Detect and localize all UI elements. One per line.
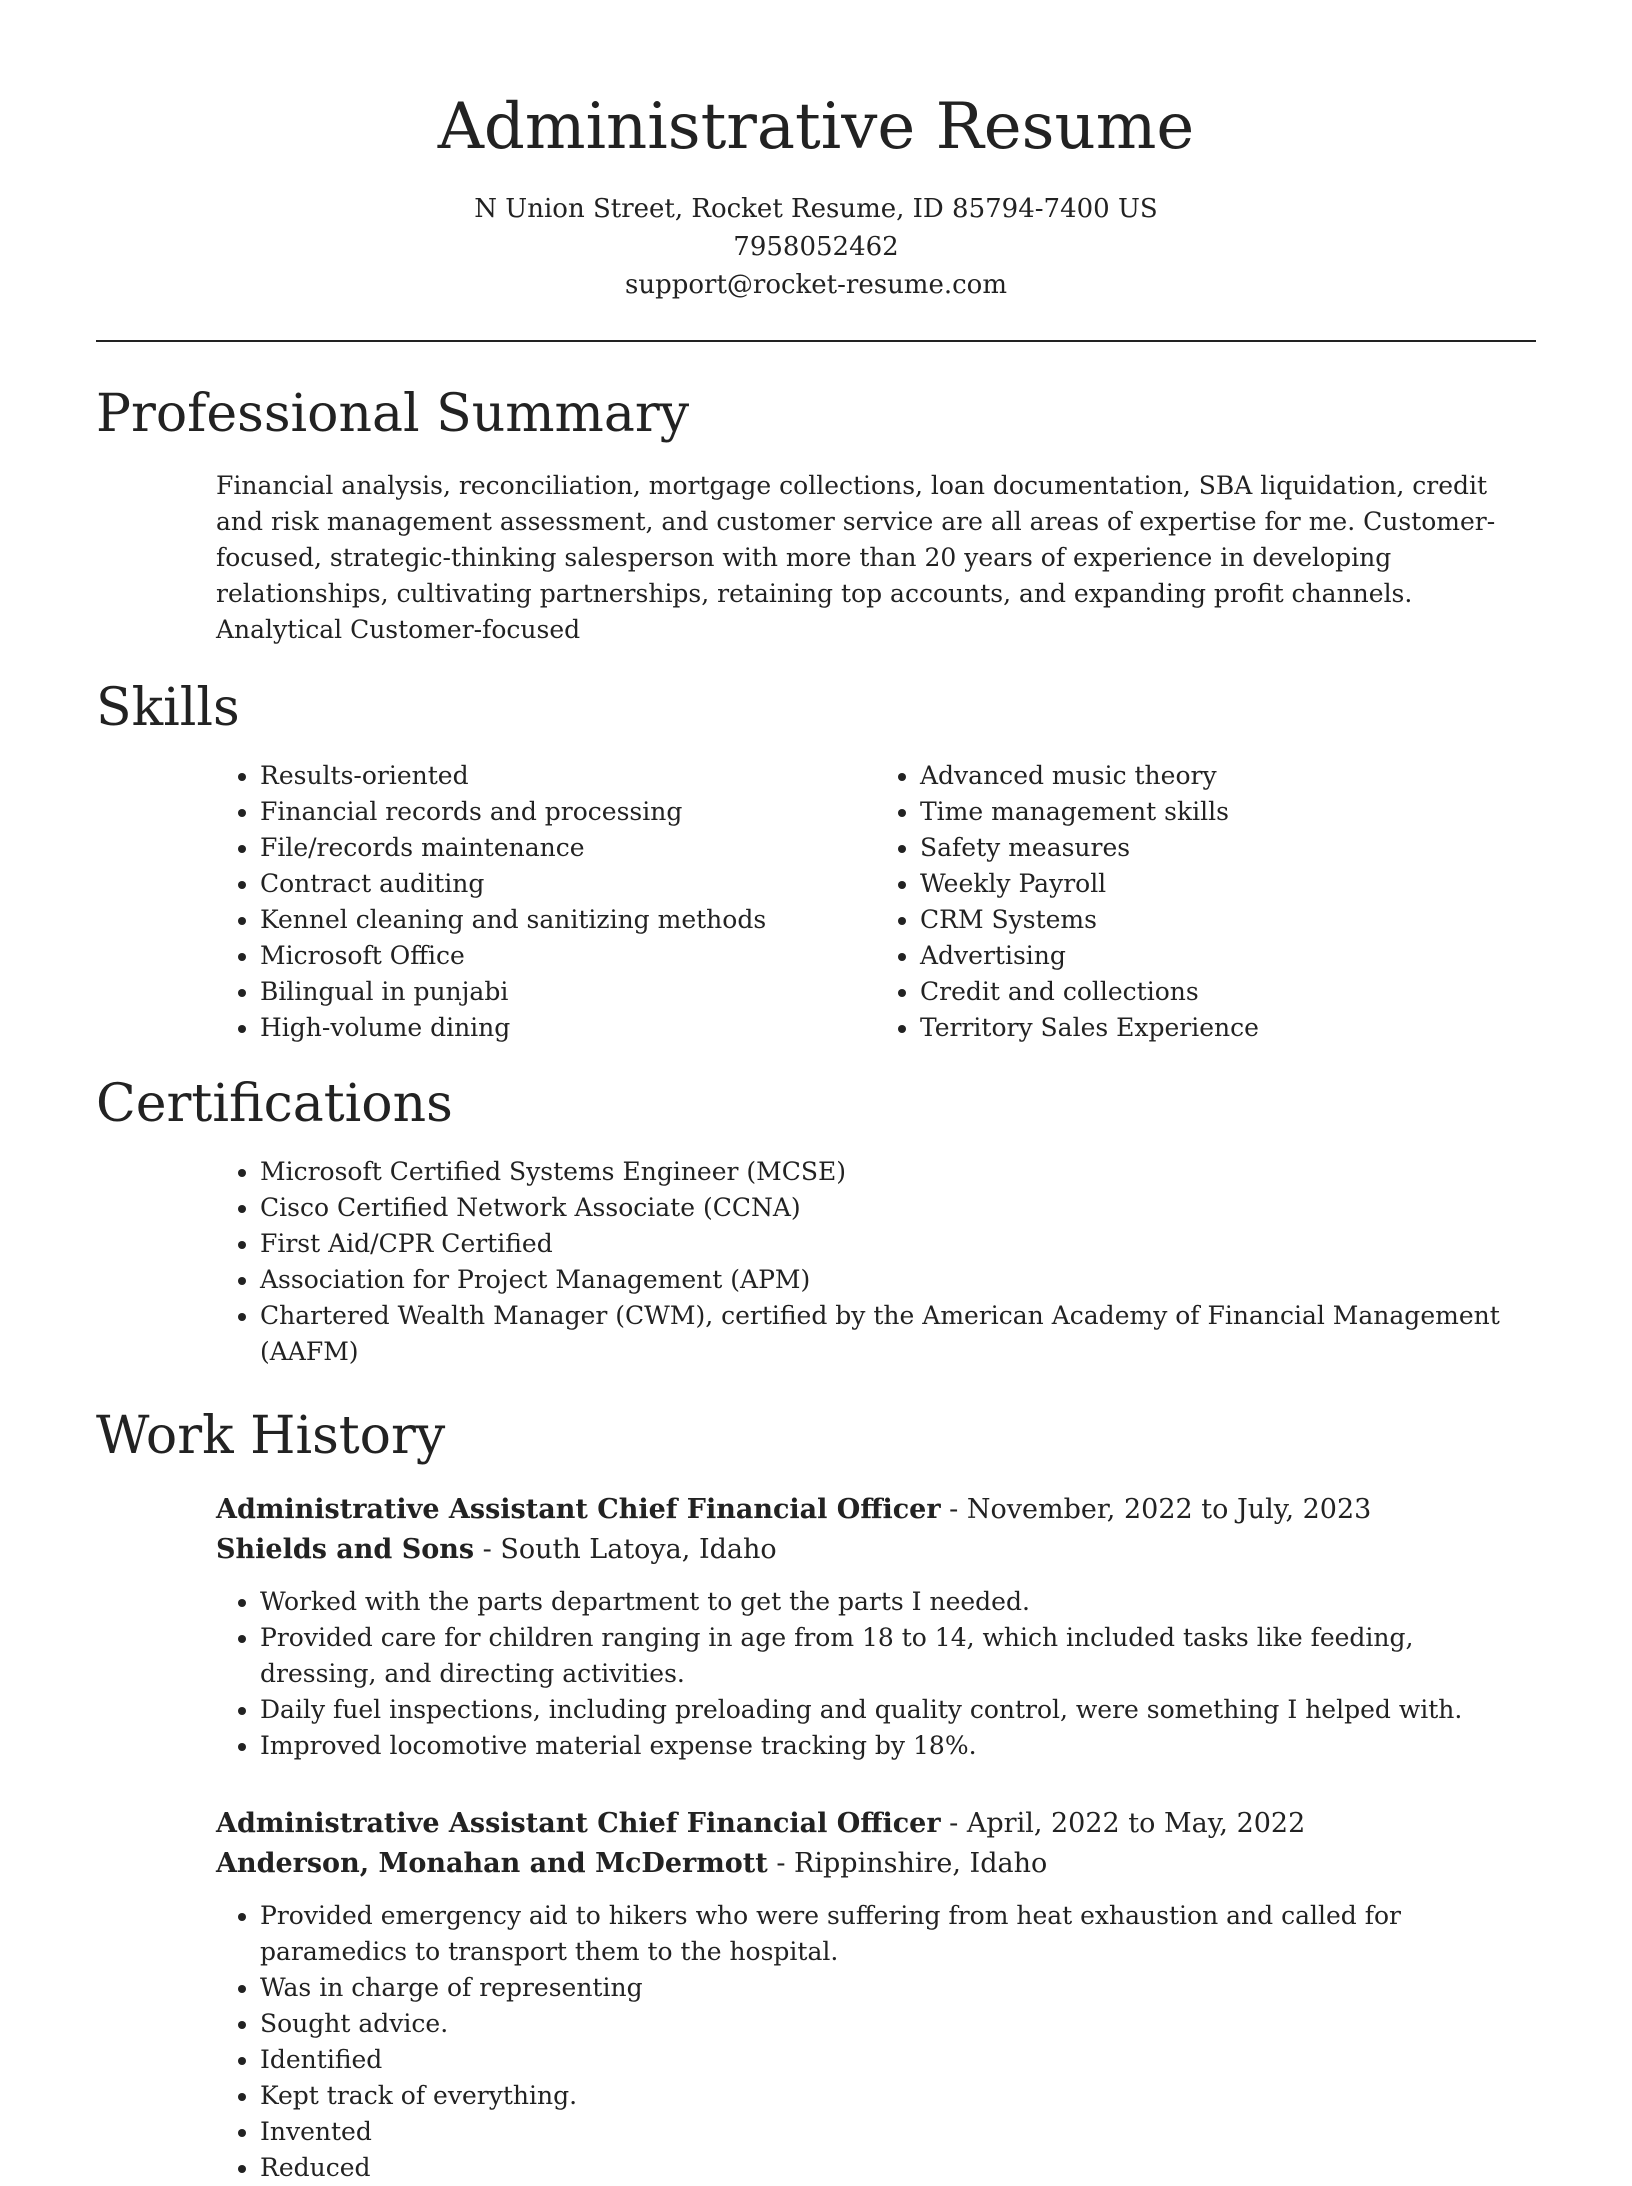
job-company-line xyxy=(216,1844,1536,1884)
skill-item: • CRM Systems xyxy=(920,902,1536,938)
job-company-line xyxy=(216,1530,1536,1570)
job-title-line xyxy=(216,1804,1536,1844)
work-history-heading: Work History xyxy=(96,1406,446,1466)
job-dates: - November, 2022 to July, 2023 xyxy=(940,1494,1372,1525)
skill-item: • Territory Sales Experience xyxy=(920,1010,1536,1046)
certifications-section xyxy=(96,1072,1536,1370)
skill-item: • Kennel cleaning and sanitizing methods xyxy=(260,902,876,938)
certification-item: • Cisco Certified Network Associate (CCNA) xyxy=(260,1190,1536,1226)
certifications-body xyxy=(216,1154,1536,1370)
job-bullet: • Was in charge of representing xyxy=(260,1970,1536,2006)
job-title-line xyxy=(216,1490,1536,1530)
job-bullet: • Daily fuel inspections, including preloading and quality control, were something I helped with. xyxy=(260,1692,1536,1728)
skills-section xyxy=(96,676,1536,1046)
job-bullets xyxy=(216,1898,1536,2186)
skill-item: • File/records maintenance xyxy=(260,830,876,866)
job-role: Administrative Assistant Chief Financial Officer xyxy=(216,1494,941,1525)
skill-item: • Safety measures xyxy=(920,830,1536,866)
job-company: Anderson, Monahan and McDermott xyxy=(216,1848,768,1879)
skills-heading: Skills xyxy=(96,678,240,738)
job-bullet: • Invented xyxy=(260,2114,1536,2150)
skills-columns xyxy=(216,758,1536,1046)
job-bullet: • Worked with the parts department to get the parts I needed. xyxy=(260,1584,1536,1620)
job-bullet: • Reduced xyxy=(260,2150,1536,2186)
job-dates: - April, 2022 to May, 2022 xyxy=(940,1808,1306,1839)
job-location: - South Latoya, Idaho xyxy=(474,1534,777,1565)
skill-item: • Time management skills xyxy=(920,794,1536,830)
skill-item: • Advertising xyxy=(920,938,1536,974)
skill-item: • Weekly Payroll xyxy=(920,866,1536,902)
work-history-section xyxy=(96,1404,1536,2186)
job-bullets xyxy=(216,1584,1536,1764)
certification-item: • Microsoft Certified Systems Engineer (MCSE) xyxy=(260,1154,1536,1190)
skill-item: • Credit and collections xyxy=(920,974,1536,1010)
job-bullet: • Improved locomotive material expense tracking by 18%. xyxy=(260,1728,1536,1764)
header-divider xyxy=(96,340,1536,342)
skill-item: • Bilingual in punjabi xyxy=(260,974,876,1010)
job-bullet: • Kept track of everything. xyxy=(260,2078,1536,2114)
job-bullet: • Provided emergency aid to hikers who were suffering from heat exhaustion and called for paramedics to transport them to the hospital. xyxy=(260,1898,1536,1970)
job-bullet: • Provided care for children ranging in age from 18 to 14, which included tasks like feeding, dressing, and directing activities. xyxy=(260,1620,1536,1692)
summary-section xyxy=(96,382,1536,648)
job-bullet: • Sought advice. xyxy=(260,2006,1536,2042)
resume-header xyxy=(96,0,1536,304)
contact-block xyxy=(96,190,1536,304)
certification-item: • First Aid/CPR Certified xyxy=(260,1226,1536,1262)
skill-item: • Advanced music theory xyxy=(920,758,1536,794)
skill-item: • Contract auditing xyxy=(260,866,876,902)
skills-list-right xyxy=(876,758,1536,1046)
skill-item: • Results-oriented xyxy=(260,758,876,794)
contact-phone: 7958052462 xyxy=(733,232,899,262)
skill-item: • Microsoft Office xyxy=(260,938,876,974)
certification-item: • Association for Project Management (APM) xyxy=(260,1262,1536,1298)
summary-text: Financial analysis, reconciliation, mortgage collections, loan documentation, SBA liquidation, credit and risk management assessment, and customer service are all areas of expertise for me. Customer-focused, strategic-thinking salesperson with more than 20 years of experience in developing relationships, cultivating partnerships, retaining top accounts, and expanding profit channels. Analytical Customer-focused xyxy=(216,471,1496,644)
job-entry xyxy=(216,1490,1536,1764)
summary-heading: Professional Summary xyxy=(96,384,690,444)
job-location: - Rippinshire, Idaho xyxy=(767,1848,1048,1879)
certification-item: • Chartered Wealth Manager (CWM), certified by the American Academy of Financial Management (AAFM) xyxy=(260,1298,1536,1370)
job-role: Administrative Assistant Chief Financial Officer xyxy=(216,1808,941,1839)
skills-list-left xyxy=(216,758,876,1046)
certifications-heading: Certifications xyxy=(96,1074,453,1134)
job-company: Shields and Sons xyxy=(216,1534,475,1565)
contact-email: support@rocket-resume.com xyxy=(624,270,1007,300)
skill-item: • High-volume dining xyxy=(260,1010,876,1046)
skill-item: • Financial records and processing xyxy=(260,794,876,830)
resume-title: Administrative Resume xyxy=(437,90,1195,164)
job-entry xyxy=(216,1804,1536,2186)
job-bullet: • Identified xyxy=(260,2042,1536,2078)
certifications-list xyxy=(216,1154,1536,1370)
contact-address: N Union Street, Rocket Resume, ID 85794-7400 US xyxy=(474,194,1158,224)
